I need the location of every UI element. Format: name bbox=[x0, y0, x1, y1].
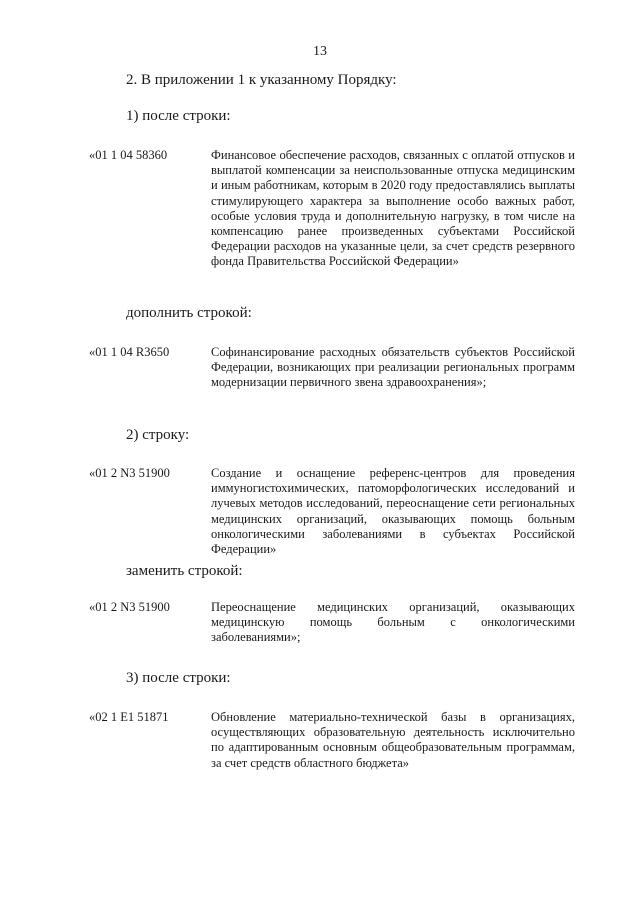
entry-description: Обновление материально-технической базы в организациях, осуществляющих образовательную деятельность исключительно по адаптированным основным общеобразовательным программам, за счет средств областного бюджета» bbox=[211, 710, 575, 770]
budget-code: «02 1 E1 51871 bbox=[89, 710, 169, 724]
budget-code: «01 2 N3 51900 bbox=[89, 466, 170, 480]
section-2-entry bbox=[89, 345, 575, 391]
entry-description: Переоснащение медицинских организаций, оказывающих медицинскую помощь больным с онкологическими заболеваниями»; bbox=[211, 600, 575, 645]
budget-code: «01 1 04 58360 bbox=[89, 148, 168, 162]
budget-code: «01 2 N3 51900 bbox=[89, 600, 170, 614]
section-4-heading: заменить строкой: bbox=[126, 563, 243, 579]
section-5-entry bbox=[89, 710, 575, 771]
page-number: 13 bbox=[313, 44, 327, 59]
entry-description: Финансовое обеспечение расходов, связанных с оплатой отпусков и выплатой компенсации за неиспользованные отпуска медицинским и иным работникам, которым в 2020 году предоставлялись выплаты стимулирующего характера за выполнение особо важных работ, особые условия труда и дополнительную нагрузку, в том числе на компенсацию ранее произведенных субъектами Российской Федерации расходов на указанные цели, за счет средств резервного фонда Правительства Российской Федерации» bbox=[211, 148, 575, 269]
entry-description: Создание и оснащение референс-центров для проведения иммуногистохимических, патоморфологических исследований и лучевых методов исследований, переоснащение сети региональных медицинских организаций, оказывающих помощь больным онкологическими заболеваниями в субъектах Российской Федерации» bbox=[211, 466, 575, 557]
section-5-heading: 3) после строки: bbox=[126, 670, 231, 686]
section-4-entry bbox=[89, 600, 575, 646]
section-3-heading: 2) строку: bbox=[126, 427, 190, 443]
budget-code: «01 1 04 R3650 bbox=[89, 345, 170, 359]
section-3-entry bbox=[89, 466, 575, 557]
section-1-heading: 1) после строки: bbox=[126, 108, 231, 124]
section-1-entry bbox=[89, 148, 575, 270]
section-2-heading: дополнить строкой: bbox=[126, 305, 252, 321]
entry-description: Софинансирование расходных обязательств субъектов Российской Федерации, возникающих при реализации региональных программ модернизации первичного звена здравоохранения»; bbox=[211, 345, 575, 390]
intro-paragraph: 2. В приложении 1 к указанному Порядку: bbox=[126, 72, 397, 88]
